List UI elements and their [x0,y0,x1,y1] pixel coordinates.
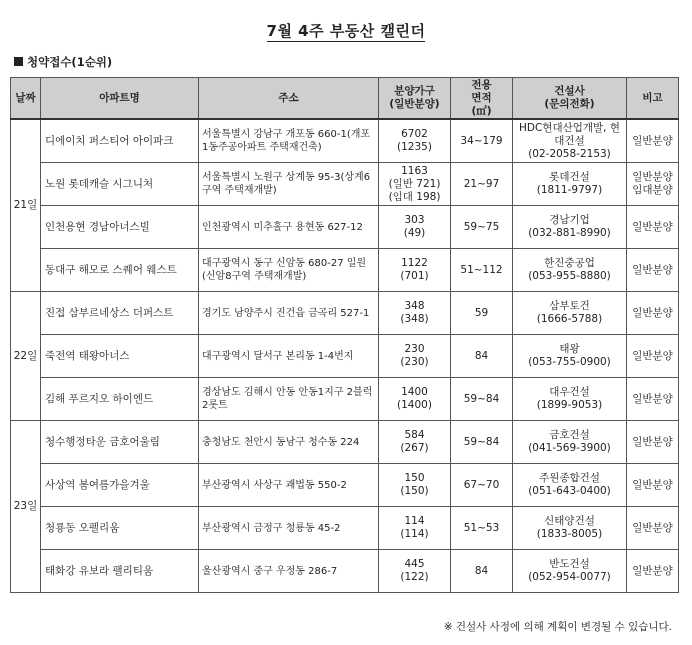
note: 일반분양 [627,464,679,507]
apt-name: 김해 푸르지오 하이엔드 [41,378,199,421]
header-note: 비고 [627,78,679,120]
table-row [11,421,679,464]
header-units: 분양가구 (일반분양) [379,78,451,120]
units: 584 (267) [379,421,451,464]
builder: 한진중공업 (053-955-8880) [513,249,627,292]
units: 1122 (701) [379,249,451,292]
table-header-row [11,78,679,120]
table-row [11,249,679,292]
apt-name: 인천용현 경남아너스빌 [41,206,199,249]
area: 51~53 [451,507,513,550]
area: 34~179 [451,119,513,163]
apt-name: 청수행정타운 금호어울림 [41,421,199,464]
table-row [11,378,679,421]
units: 445 (122) [379,550,451,593]
builder: 대우건설 (1899-9053) [513,378,627,421]
area: 59~84 [451,378,513,421]
address: 부산광역시 사상구 괘법동 550-2 [199,464,379,507]
table-row [11,464,679,507]
builder: 신태양건설 (1833-8005) [513,507,627,550]
address: 서울특별시 강남구 개포동 660-1(개포1동주공아파트 주택재건축) [199,119,379,163]
apt-name: 사상역 봄여름가을겨울 [41,464,199,507]
area: 67~70 [451,464,513,507]
area: 59 [451,292,513,335]
date-cell: 23일 [11,421,41,593]
header-date: 날짜 [11,78,41,120]
units: 150 (150) [379,464,451,507]
address: 대구광역시 달서구 본리동 1-4번지 [199,335,379,378]
apt-name: 동대구 해모로 스퀘어 웨스트 [41,249,199,292]
units: 348 (348) [379,292,451,335]
address: 인천광역시 미추홀구 용현동 627-12 [199,206,379,249]
apt-name: 청룡동 오펠리움 [41,507,199,550]
builder: 롯데건설 (1811-9797) [513,163,627,206]
units: 230 (230) [379,335,451,378]
note: 일반분양 [627,335,679,378]
units: 114 (114) [379,507,451,550]
apt-name: 죽전역 태왕아너스 [41,335,199,378]
builder: 태왕 (053-755-0900) [513,335,627,378]
address: 대구광역시 동구 신암동 680-27 일원(신암8구역 주택재개발) [199,249,379,292]
square-bullet-icon [14,57,23,66]
calendar-table [10,77,679,593]
builder: 금호건설 (041-569-3900) [513,421,627,464]
area: 84 [451,550,513,593]
area: 21~97 [451,163,513,206]
builder: HDC현대산업개발, 현대건설 (02-2058-2153) [513,119,627,163]
note: 일반분양 [627,249,679,292]
table-row [11,163,679,206]
address: 울산광역시 중구 우정동 286-7 [199,550,379,593]
address: 경기도 남양주시 진건읍 금곡리 527-1 [199,292,379,335]
note: 일반분양 [627,119,679,163]
builder: 경남기업 (032-881-8990) [513,206,627,249]
builder: 반도건설 (052-954-0077) [513,550,627,593]
note: 일반분양 [627,206,679,249]
area: 51~112 [451,249,513,292]
units: 6702 (1235) [379,119,451,163]
note: 일반분양 [627,550,679,593]
note: 일반분양 [627,292,679,335]
table-row [11,335,679,378]
table-row [11,550,679,593]
header-builder: 건설사 (문의전화) [513,78,627,120]
units: 303 (49) [379,206,451,249]
date-cell: 22일 [11,292,41,421]
table-row [11,292,679,335]
footnote: ※ 건설사 사정에 의해 계획이 변경될 수 있습니다. [443,621,672,633]
units: 1163 (일반 721) (임대 198) [379,163,451,206]
builder: 주원종합건설 (051-643-0400) [513,464,627,507]
apt-name: 태화강 유보라 팰리티움 [41,550,199,593]
section-heading: 청약접수(1순위) [14,54,112,70]
header-apt-name: 아파트명 [41,78,199,120]
units: 1400 (1400) [379,378,451,421]
apt-name: 디에이치 퍼스티어 아이파크 [41,119,199,163]
address: 충청남도 천안시 동남구 청수동 224 [199,421,379,464]
note: 일반분양 [627,507,679,550]
address: 서울특별시 노원구 상계동 95-3(상계6구역 주택재개발) [199,163,379,206]
note: 일반분양 [627,378,679,421]
address: 경상남도 김해시 안동 안동1지구 2블럭 2롯트 [199,378,379,421]
address: 부산광역시 금정구 청룡동 45-2 [199,507,379,550]
area: 59~75 [451,206,513,249]
apt-name: 진접 삼부르네상스 더퍼스트 [41,292,199,335]
page-title: 7월 4주 부동산 캘린더 [266,22,426,40]
note: 일반분양 [627,421,679,464]
table-row [11,206,679,249]
apt-name: 노원 롯데캐슬 시그니처 [41,163,199,206]
note: 일반분양 임대분양 [627,163,679,206]
header-address: 주소 [199,78,379,120]
header-area: 전용 면적 (㎡) [451,78,513,120]
table-row [11,507,679,550]
area: 84 [451,335,513,378]
area: 59~84 [451,421,513,464]
builder: 삼부토건 (1666-5788) [513,292,627,335]
date-cell: 21일 [11,119,41,292]
table-row [11,119,679,163]
